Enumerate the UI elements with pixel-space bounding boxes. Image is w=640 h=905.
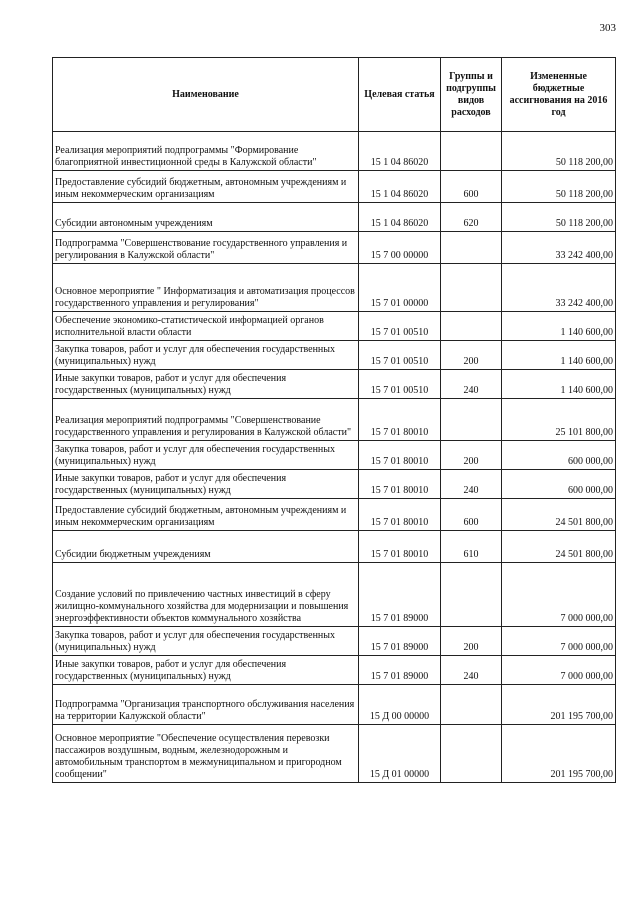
- row-amount: 24 501 800,00: [502, 499, 616, 531]
- row-group: 200: [441, 627, 502, 656]
- row-group: 240: [441, 656, 502, 685]
- row-code: 15 7 01 00000: [359, 264, 441, 312]
- row-group: [441, 725, 502, 783]
- table-row: [53, 725, 616, 783]
- row-name: Предоставление субсидий бюджетным, автономным учреждениям и иным некоммерческим организациям: [53, 499, 359, 531]
- table-row: [53, 441, 616, 470]
- row-amount: 33 242 400,00: [502, 264, 616, 312]
- row-name: Субсидии автономным учреждениям: [53, 203, 359, 232]
- table-row: [53, 312, 616, 341]
- budget-table: [52, 57, 616, 783]
- row-name: Иные закупки товаров, работ и услуг для обеспечения государственных (муниципальных) нужд: [53, 370, 359, 399]
- row-name: Иные закупки товаров, работ и услуг для обеспечения государственных (муниципальных) нужд: [53, 470, 359, 499]
- row-code: 15 7 01 00510: [359, 370, 441, 399]
- header-row: [53, 58, 616, 132]
- row-amount: 201 195 700,00: [502, 685, 616, 725]
- table-row: [53, 341, 616, 370]
- row-code: 15 7 01 89000: [359, 563, 441, 627]
- table-row: [53, 685, 616, 725]
- row-amount: 7 000 000,00: [502, 656, 616, 685]
- row-code: 15 1 04 86020: [359, 132, 441, 171]
- row-group: 600: [441, 499, 502, 531]
- row-group: 200: [441, 341, 502, 370]
- table-row: [53, 470, 616, 499]
- row-group: 600: [441, 171, 502, 203]
- row-group: 200: [441, 441, 502, 470]
- row-group: [441, 232, 502, 264]
- row-amount: 1 140 600,00: [502, 370, 616, 399]
- table-row: [53, 563, 616, 627]
- table-row: [53, 499, 616, 531]
- row-name: Основное мероприятие "Обеспечение осуществления перевозки пассажиров воздушным, водным, железнодорожным и автомобильным транспортом в межмуниципальном и пригородном сообщении": [53, 725, 359, 783]
- row-group: [441, 312, 502, 341]
- row-name: Иные закупки товаров, работ и услуг для обеспечения государственных (муниципальных) нужд: [53, 656, 359, 685]
- table-row: [53, 531, 616, 563]
- row-amount: 1 140 600,00: [502, 312, 616, 341]
- row-group: [441, 264, 502, 312]
- table-row: [53, 627, 616, 656]
- row-name: Предоставление субсидий бюджетным, автономным учреждениям и иным некоммерческим организациям: [53, 171, 359, 203]
- row-code: 15 7 01 80010: [359, 499, 441, 531]
- row-amount: 50 118 200,00: [502, 132, 616, 171]
- table-row: [53, 232, 616, 264]
- row-code: 15 Д 00 00000: [359, 685, 441, 725]
- header-name: Наименование: [53, 58, 359, 132]
- table-row: [53, 656, 616, 685]
- row-code: 15 7 00 00000: [359, 232, 441, 264]
- row-code: 15 7 01 80010: [359, 399, 441, 441]
- row-amount: 600 000,00: [502, 441, 616, 470]
- table-row: [53, 171, 616, 203]
- header-amount: Измененные бюджетные ассигнования на 2016 год: [502, 58, 616, 132]
- row-code: 15 7 01 00510: [359, 341, 441, 370]
- row-code: 15 7 01 80010: [359, 531, 441, 563]
- row-amount: 201 195 700,00: [502, 725, 616, 783]
- table-row: [53, 264, 616, 312]
- row-name: Подпрограмма "Совершенствование государственного управления и регулирования в Калужской области": [53, 232, 359, 264]
- row-code: 15 1 04 86020: [359, 171, 441, 203]
- row-name: Создание условий по привлечению частных инвестиций в сферу жилищно-коммунального хозяйства для модернизации и повышения энергоэффективности объектов коммунального хозяйства: [53, 563, 359, 627]
- row-amount: 7 000 000,00: [502, 563, 616, 627]
- row-amount: 7 000 000,00: [502, 627, 616, 656]
- row-amount: 50 118 200,00: [502, 203, 616, 232]
- row-amount: 25 101 800,00: [502, 399, 616, 441]
- row-name: Субсидии бюджетным учреждениям: [53, 531, 359, 563]
- table-row: [53, 370, 616, 399]
- row-group: 610: [441, 531, 502, 563]
- header-code: Целевая статья: [359, 58, 441, 132]
- row-code: 15 1 04 86020: [359, 203, 441, 232]
- row-group: 620: [441, 203, 502, 232]
- row-amount: 1 140 600,00: [502, 341, 616, 370]
- row-code: 15 7 01 00510: [359, 312, 441, 341]
- row-code: 15 Д 01 00000: [359, 725, 441, 783]
- row-amount: 600 000,00: [502, 470, 616, 499]
- row-name: Закупка товаров, работ и услуг для обеспечения государственных (муниципальных) нужд: [53, 341, 359, 370]
- row-code: 15 7 01 89000: [359, 627, 441, 656]
- table-row: [53, 203, 616, 232]
- page-number: 303: [599, 22, 616, 34]
- row-group: [441, 563, 502, 627]
- row-name: Закупка товаров, работ и услуг для обеспечения государственных (муниципальных) нужд: [53, 441, 359, 470]
- row-code: 15 7 01 80010: [359, 441, 441, 470]
- row-code: 15 7 01 80010: [359, 470, 441, 499]
- row-amount: 33 242 400,00: [502, 232, 616, 264]
- table-row: [53, 132, 616, 171]
- row-group: [441, 685, 502, 725]
- row-amount: 50 118 200,00: [502, 171, 616, 203]
- row-group: [441, 132, 502, 171]
- row-name: Основное мероприятие " Информатизация и автоматизация процессов государственного управления и регулирования": [53, 264, 359, 312]
- row-group: 240: [441, 470, 502, 499]
- row-amount: 24 501 800,00: [502, 531, 616, 563]
- table-row: [53, 399, 616, 441]
- header-group: Группы и подгруппы видов расходов: [441, 58, 502, 132]
- row-name: Закупка товаров, работ и услуг для обеспечения государственных (муниципальных) нужд: [53, 627, 359, 656]
- row-group: 240: [441, 370, 502, 399]
- row-name: Обеспечение экономико-статистической информацией органов исполнительной власти области: [53, 312, 359, 341]
- row-name: Реализация мероприятий подпрограммы "Совершенствование государственного управления и регулирования в Калужской области": [53, 399, 359, 441]
- row-name: Подпрограмма "Организация транспортного обслуживания населения на территории Калужской области": [53, 685, 359, 725]
- row-code: 15 7 01 89000: [359, 656, 441, 685]
- row-name: Реализация мероприятий подпрограммы "Формирование благоприятной инвестиционной среды в Калужской области": [53, 132, 359, 171]
- row-group: [441, 399, 502, 441]
